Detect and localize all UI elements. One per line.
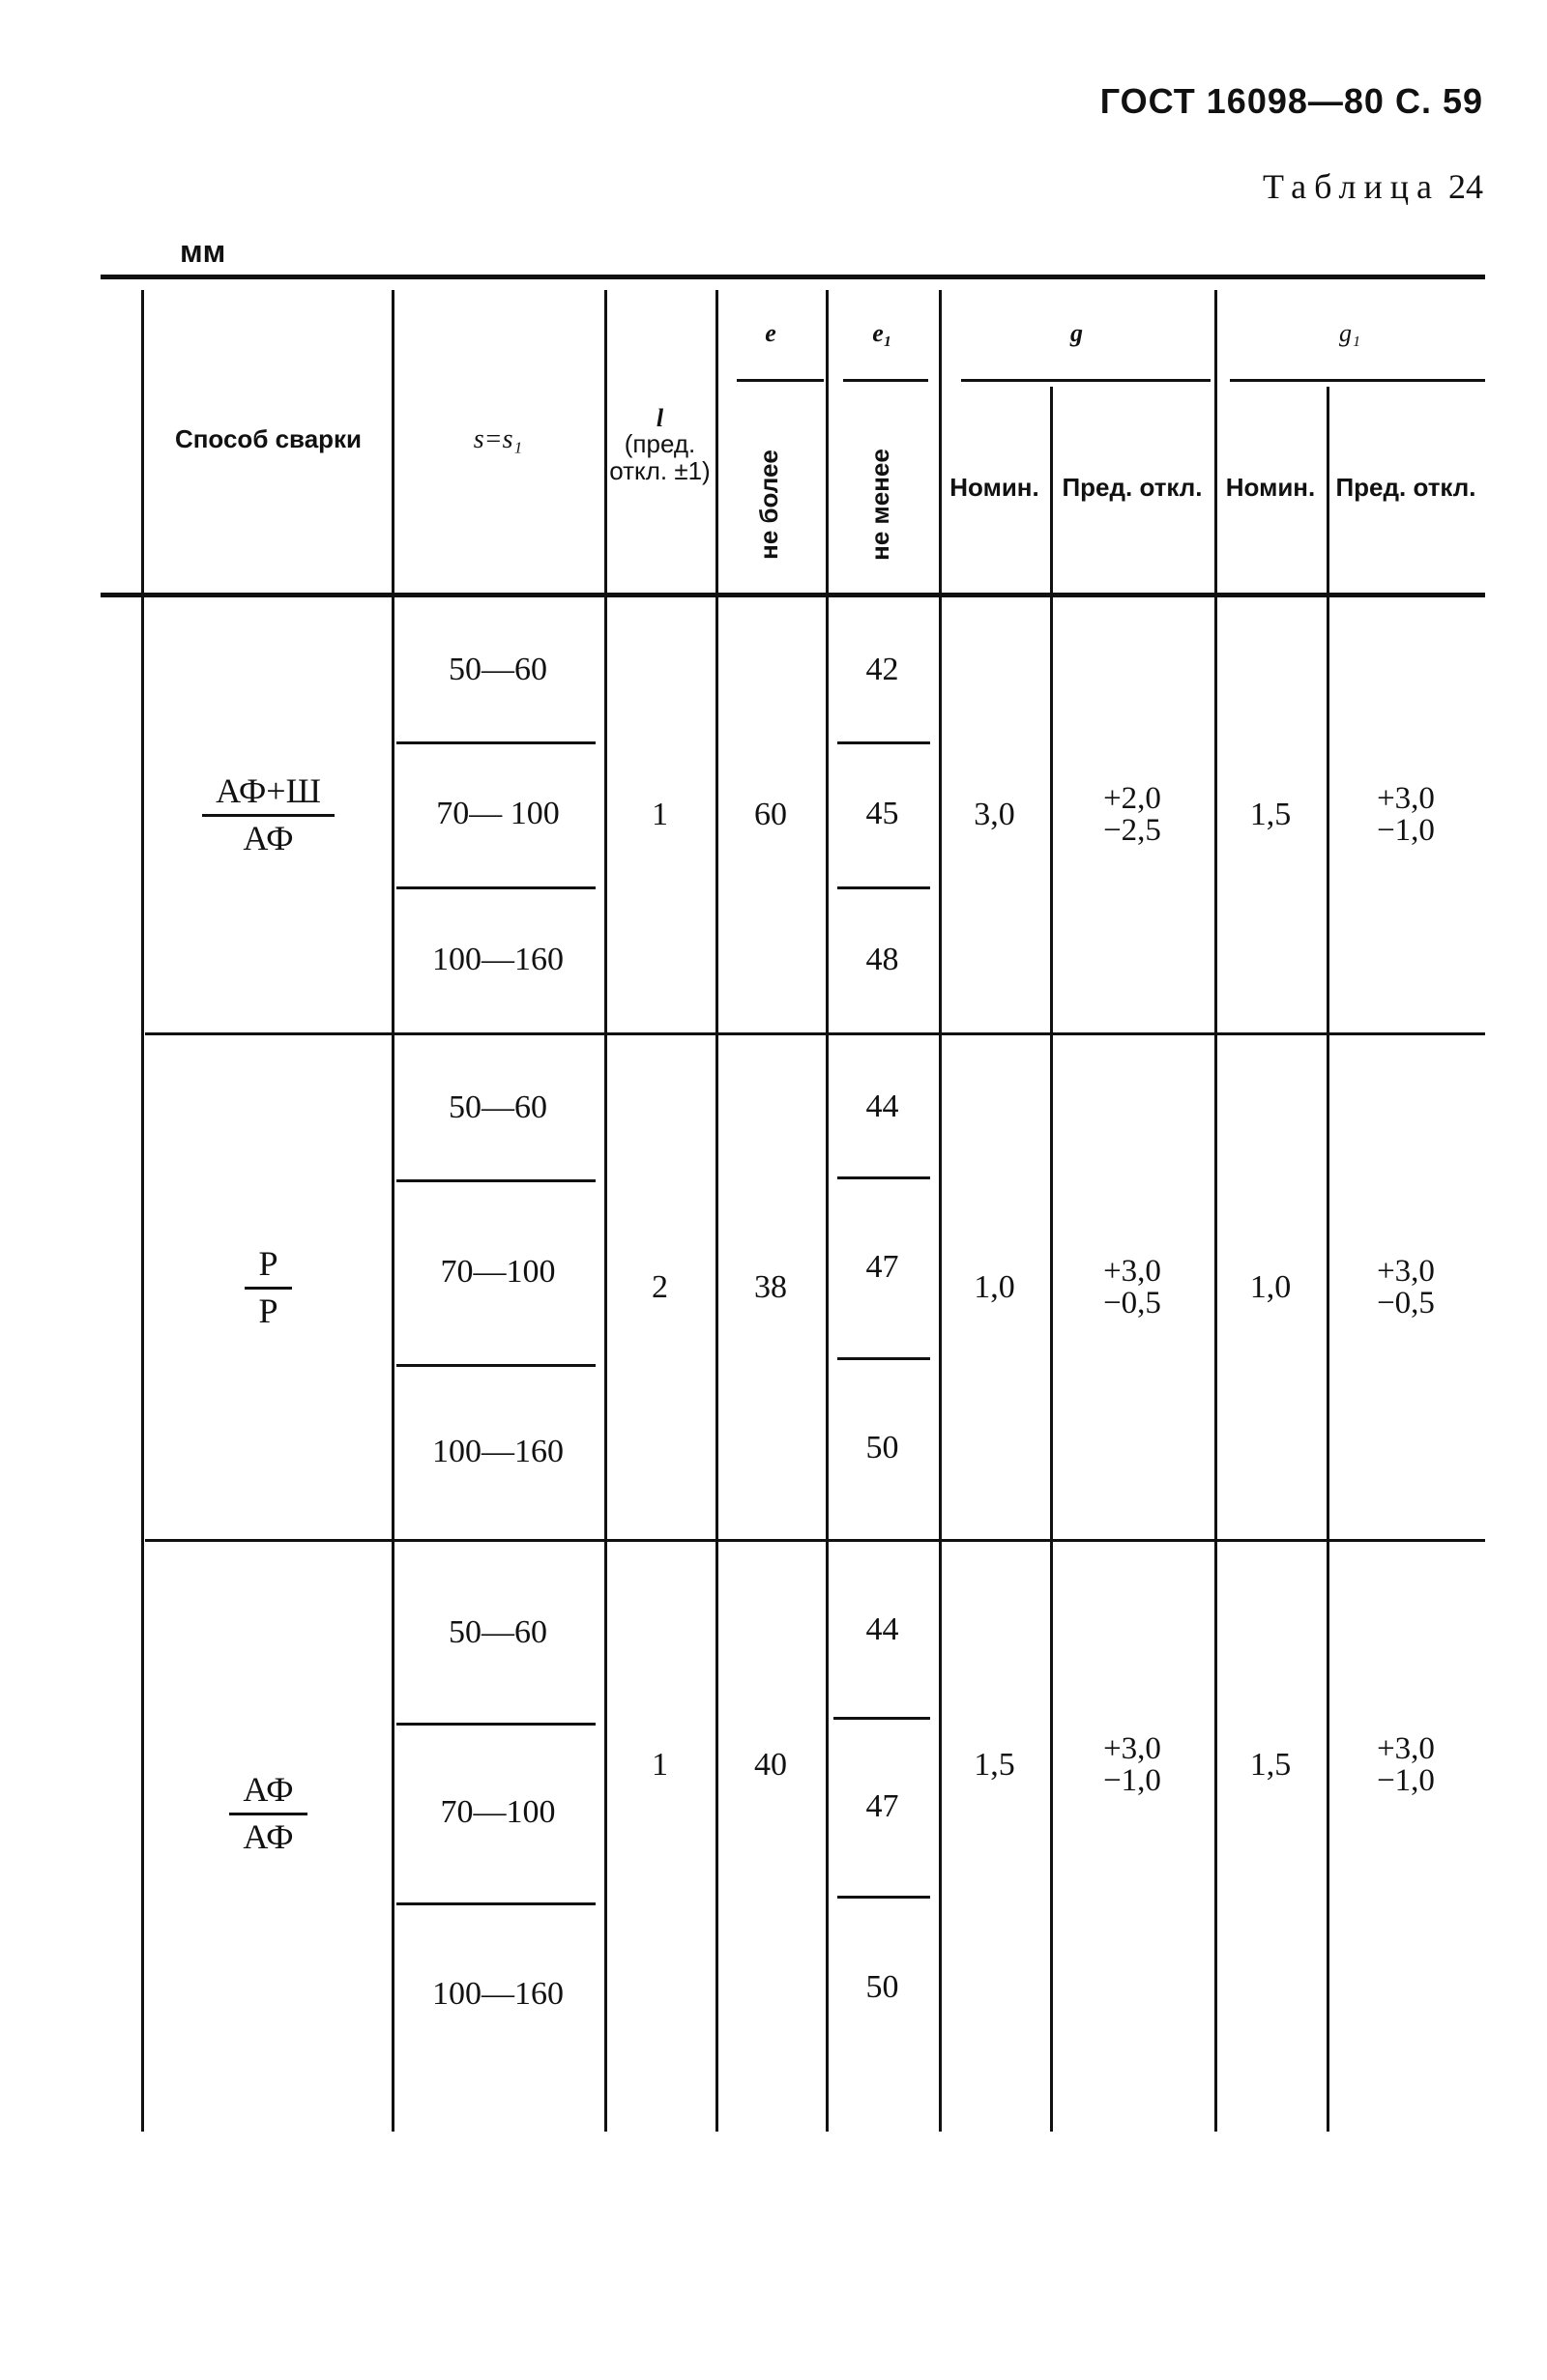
method-numerator: АФ+Ш [202,773,335,817]
dev-minus: −1,0 [1377,1763,1435,1798]
column-header-g1: g₁ [1338,319,1361,348]
table-title-word: Таблица [1263,167,1440,206]
dev-plus: +3,0 [1103,1731,1161,1766]
dev-minus: −2,5 [1103,813,1161,848]
e1-cell: 47 [865,1248,899,1285]
method-fraction [202,770,335,857]
rule [961,379,1211,382]
s-cell: 100—160 [432,1433,564,1469]
rule [141,290,144,2132]
column-header-g1-nomin: Номин. [1225,473,1316,503]
s-cell: 50—60 [449,651,547,687]
column-header-e: e [765,319,776,348]
group-separator [145,1032,1485,1035]
s-cell: 100—160 [432,1976,564,2013]
s-cell: 70—100 [440,1253,556,1290]
g-nomin-cell: 3,0 [974,797,1015,833]
e1-cell: 47 [865,1787,899,1824]
standard-code: ГОСТ 16098—80 [1099,81,1385,121]
page-number: С. 59 [1394,81,1483,121]
rule [1230,379,1485,382]
s-cell: 70— 100 [436,796,560,832]
units-label: мм [180,234,226,269]
l-cell: 2 [652,1269,668,1306]
l-cell: 1 [652,797,668,833]
l-cell: 1 [652,1747,668,1784]
dev-minus: −0,5 [1103,1286,1161,1321]
e-cell: 60 [754,797,787,833]
dev-minus: −1,0 [1377,813,1435,848]
dev-plus: +3,0 [1377,1254,1435,1289]
dev-plus: +2,0 [1103,781,1161,816]
g1-dev-cell [1327,597,1485,1032]
g-dev-cell [1050,1543,1214,1988]
column-header-method: Способ сварки [174,424,363,454]
g-nomin-cell: 1,5 [974,1747,1015,1784]
method-cell [145,1543,392,2084]
g-nomin-cell: 1,0 [974,1269,1015,1306]
s-cell: 100—160 [432,941,564,977]
column-header-g1-pred: Пред. откл. [1335,473,1476,503]
method-fraction [245,1243,291,1330]
e-cell: 40 [754,1747,787,1784]
g1-nomin-cell: 1,0 [1249,1269,1292,1306]
method-numerator: Р [245,1246,291,1290]
dev-plus: +3,0 [1377,781,1435,816]
g-dev-cell [1050,1036,1214,1539]
g-dev-cell [1050,597,1214,1032]
e1-cell: 50 [865,1969,899,2006]
e1-cell: 44 [865,1611,899,1648]
method-denominator: АФ [243,818,294,857]
e1-cell: 44 [865,1088,899,1124]
method-fraction [229,1769,306,1856]
table-title [1263,166,1483,207]
method-cell [145,1036,392,1539]
rule [737,379,824,382]
dev-plus: +3,0 [1103,1254,1161,1289]
column-header-g-nomin: Номин. [949,473,1039,503]
g1-dev-cell [1327,1543,1485,1988]
table-number: 24 [1448,167,1483,206]
l-symbol: l [656,404,664,433]
page-header [1100,81,1483,122]
s-cell: 50—60 [449,1089,547,1126]
dev-plus: +3,0 [1377,1731,1435,1766]
method-numerator: АФ [229,1772,306,1815]
g1-nomin-cell: 1,5 [1249,1747,1292,1784]
column-header-s: s=s₁ [473,424,523,455]
dev-minus: −1,0 [1103,1763,1161,1798]
column-header-e1-sub: не менее [865,449,894,561]
method-denominator: АФ [243,1816,294,1856]
rule [843,379,928,382]
column-header-e-sub: не более [754,450,783,560]
column-header-g-pred: Пред. откл. [1062,473,1203,503]
table-top-rule [101,275,1485,279]
e1-cell: 45 [865,796,899,832]
method-denominator: Р [258,1291,278,1330]
g1-dev-cell [1327,1036,1485,1539]
column-header-g: g [1070,319,1083,348]
g1-nomin-cell: 1,5 [1249,797,1292,833]
s-cell: 70—100 [440,1794,556,1831]
column-header-l [604,377,715,512]
group-separator [145,1539,1485,1542]
s-cell: 50—60 [449,1614,547,1651]
e1-cell: 48 [865,941,899,977]
e-cell: 38 [754,1269,787,1306]
column-header-e1: e₁ [872,319,892,348]
dev-minus: −0,5 [1377,1286,1435,1321]
e1-cell: 42 [865,651,899,687]
l-note: (пред. откл. ±1) [609,429,711,485]
e1-cell: 50 [865,1430,899,1466]
method-cell [145,597,392,1032]
